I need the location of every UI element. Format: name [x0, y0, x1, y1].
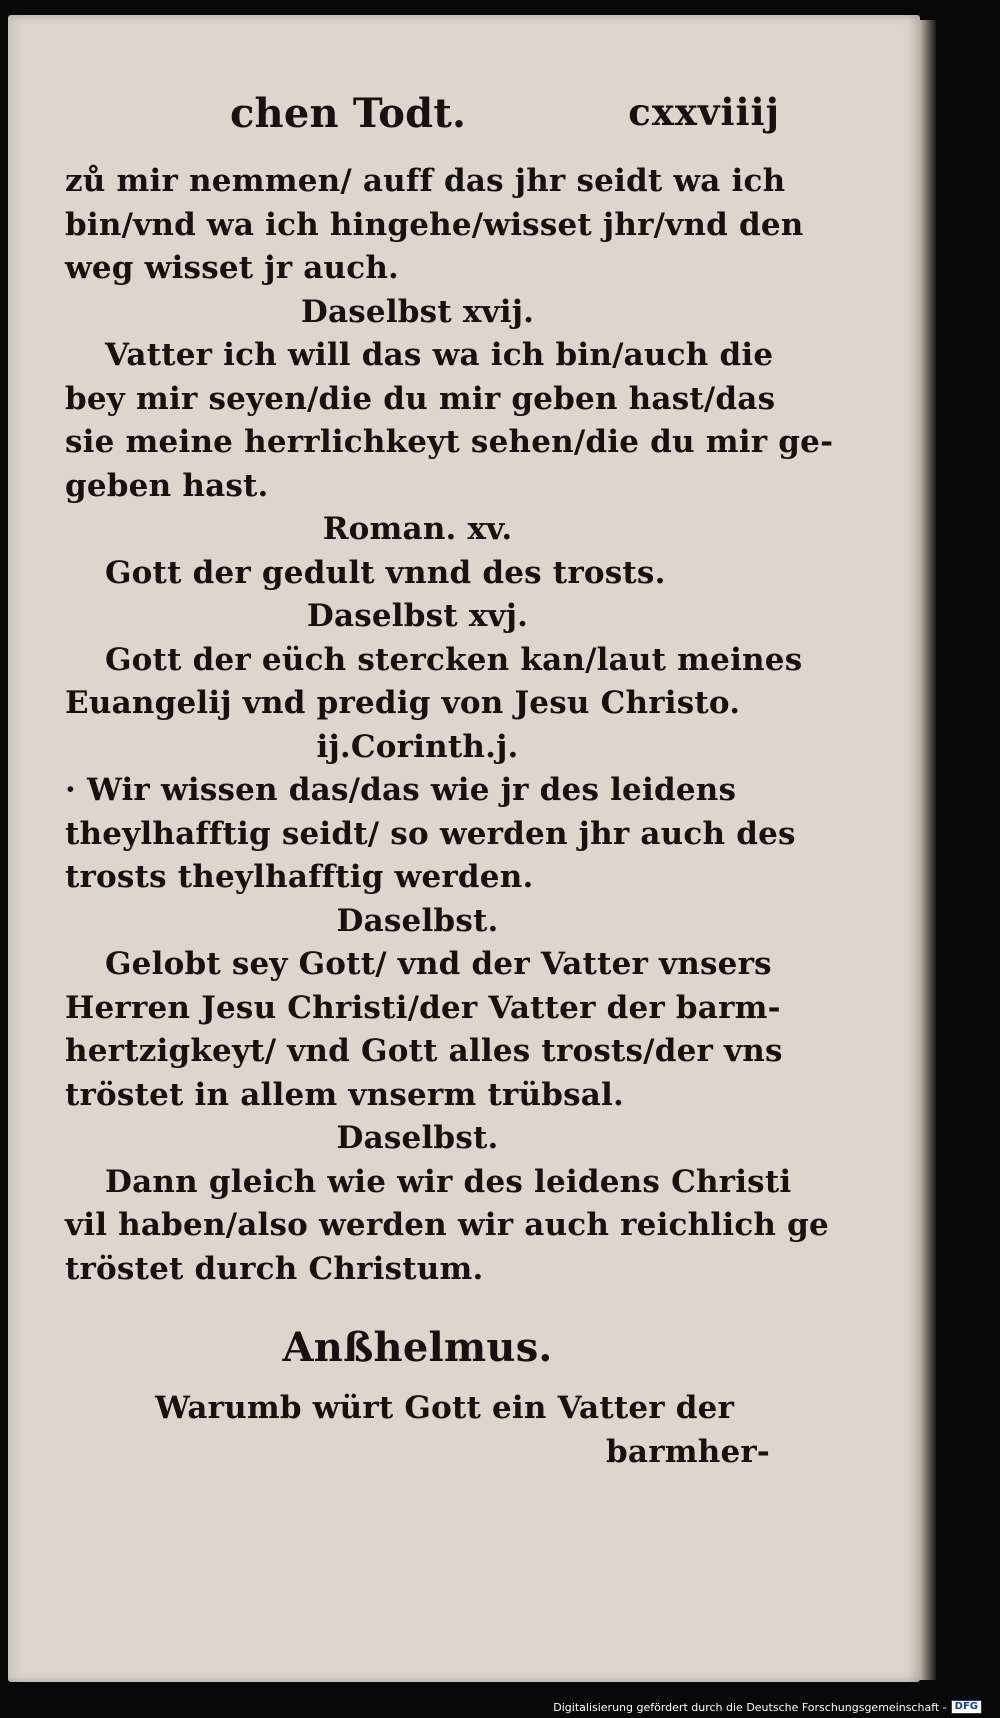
text-line: weg wisset jr auch. [65, 250, 400, 286]
text-line: vil haben/also werden wir auch reichlich ge [65, 1207, 829, 1243]
digitization-footer [553, 1700, 982, 1714]
text-line: sie meine herrlichkeyt sehen/die du mir ge- [65, 424, 834, 460]
text-line: Gott der gedult vnnd des trosts. [105, 554, 666, 591]
citation-heading: ij.Corinth.j. [316, 728, 519, 765]
page-header [65, 80, 780, 160]
folio-number: cxxviiij [628, 90, 780, 134]
text-line: bin/vnd wa ich hingehe/wisset jhr/vnd den [65, 206, 804, 243]
text-line: tröstet in allem vnserm trübsal. [65, 1076, 625, 1113]
catchword: barmher- [606, 1433, 770, 1470]
text-line: Gott der eüch stercken kan/laut meines [105, 641, 803, 678]
text-line: Warumb würt Gott ein Vatter der [155, 1390, 735, 1426]
citation-heading: Daselbst. [336, 902, 499, 939]
text-line: tröstet durch Christum. [65, 1250, 484, 1287]
running-title: chen Todt. [230, 90, 467, 137]
text-line: hertzigkeyt/ vnd Gott alles trosts/der vns [65, 1033, 783, 1069]
citation-heading: Daselbst. [336, 1120, 499, 1156]
citation-heading: Daselbst xvj. [306, 598, 529, 634]
page-text-block [65, 80, 834, 1474]
dfg-logo: DFG [951, 1700, 982, 1714]
text-line: trosts theylhafftig werden. [65, 859, 534, 895]
section-heading: Anßhelmus. [282, 1324, 553, 1371]
text-line: · Wir wissen das/das wie jr des leidens [65, 772, 737, 808]
text-line: Vatter ich will das wa ich bin/auch die [105, 337, 774, 373]
text-line: Dann gleich wie wir des leidens Christi [105, 1163, 792, 1200]
text-line: Gelobt sey Gott/ vnd der Vatter vnsers [105, 946, 772, 982]
citation-heading: Daselbst xvij. [300, 293, 535, 330]
text-line: theylhafftig seidt/ so werden jhr auch des [65, 815, 796, 852]
funding-credit: Digitalisierung gefördert durch die Deutsche Forschungsgemeinschaft - [553, 1700, 947, 1714]
text-line: Euangelij vnd predig von Jesu Christo. [65, 685, 741, 721]
text-line: Herren Jesu Christi/der Vatter der barm- [65, 989, 781, 1026]
citation-heading: Roman. xv. [322, 511, 513, 547]
text-line: bey mir seyen/die du mir geben hast/das [65, 380, 776, 417]
text-line: geben hast. [65, 467, 269, 504]
page-edge [920, 20, 936, 1680]
text-line: zů mir nemmen/ auff das jhr seidt wa ich [65, 163, 786, 199]
